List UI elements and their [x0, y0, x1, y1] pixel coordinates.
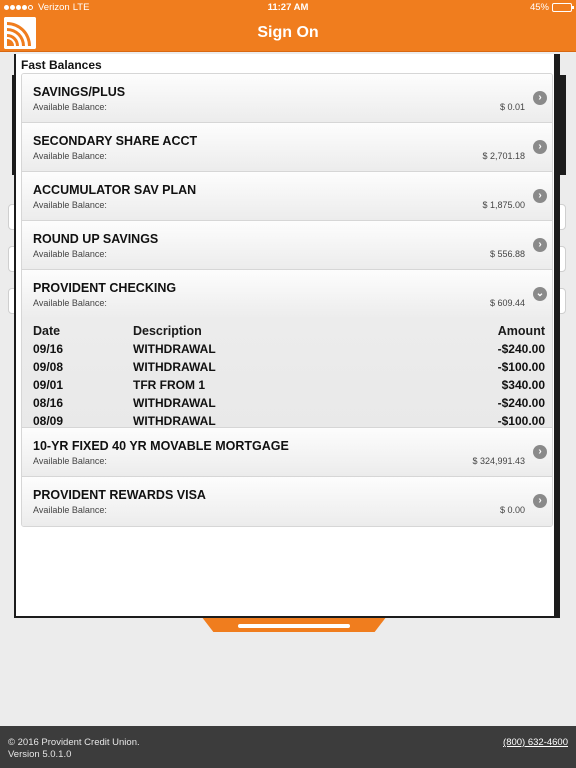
phone-link[interactable]: (800) 632-4600 — [503, 737, 568, 748]
account-row[interactable] — [22, 477, 552, 526]
battery-icon — [552, 3, 572, 12]
page-title: Sign On — [257, 24, 319, 41]
popup-title: Fast Balances — [21, 58, 102, 72]
transaction-date: 08/09 — [33, 414, 64, 428]
balance-label: Available Balance: — [33, 102, 107, 112]
account-balance: $ 556.88 — [489, 249, 525, 259]
footer — [0, 726, 576, 768]
battery-percent: 45% — [529, 2, 549, 13]
account-row[interactable] — [22, 221, 552, 270]
transaction-amount: -$100.00 — [497, 414, 545, 428]
chevron-right-icon[interactable]: › — [533, 140, 547, 154]
transaction-amount: -$100.00 — [497, 360, 545, 374]
transaction-date: 08/16 — [33, 396, 64, 410]
carrier-name: Verizon — [38, 2, 70, 13]
chevron-down-icon[interactable]: ⌄ — [533, 287, 547, 301]
transaction-date: 09/16 — [33, 342, 64, 356]
transaction-table — [33, 322, 545, 430]
fast-balances-popup — [14, 54, 560, 618]
chevron-right-icon[interactable]: › — [533, 445, 547, 459]
transaction-description: TFR FROM 1 — [133, 378, 205, 392]
account-row-expanded[interactable] — [22, 270, 552, 428]
account-name: SAVINGS/PLUS — [33, 85, 126, 99]
battery-info — [530, 2, 572, 13]
account-row[interactable] — [22, 123, 552, 172]
clock: 11:27 AM — [267, 2, 309, 13]
balance-label: Available Balance: — [33, 249, 107, 259]
header-amount: Amount — [497, 324, 545, 338]
transaction-amount: -$240.00 — [497, 342, 545, 356]
chevron-right-icon[interactable]: › — [533, 189, 547, 203]
chevron-right-icon[interactable]: › — [533, 494, 547, 508]
transaction-header — [33, 322, 545, 340]
account-list — [21, 73, 553, 527]
account-balance: $ 1,875.00 — [482, 200, 525, 210]
transaction-row — [33, 394, 545, 412]
transaction-date: 09/08 — [33, 360, 64, 374]
header-description: Description — [133, 324, 202, 338]
account-name: PROVIDENT CHECKING — [33, 281, 177, 295]
balance-label: Available Balance: — [33, 456, 107, 466]
transaction-row — [33, 358, 545, 376]
drawer-handle-icon[interactable] — [238, 624, 350, 628]
account-name: PROVIDENT REWARDS VISA — [33, 488, 206, 502]
transaction-amount: -$240.00 — [497, 396, 545, 410]
transaction-description: WITHDRAWAL — [133, 360, 216, 374]
account-row[interactable] — [22, 172, 552, 221]
transaction-description: WITHDRAWAL — [133, 342, 216, 356]
account-balance: $ 324,991.43 — [472, 456, 525, 466]
account-balance: $ 609.44 — [489, 298, 525, 308]
account-row[interactable] — [22, 74, 552, 123]
balance-label: Available Balance: — [33, 298, 107, 308]
copyright-text: © 2016 Provident Credit Union. — [8, 737, 140, 748]
transaction-amount: $340.00 — [501, 378, 545, 392]
account-name: SECONDARY SHARE ACCT — [33, 134, 198, 148]
header-date: Date — [33, 324, 61, 338]
transaction-description: WITHDRAWAL — [133, 396, 216, 410]
transaction-date: 09/01 — [33, 378, 64, 392]
account-row[interactable] — [22, 428, 552, 477]
account-balance: $ 0.01 — [499, 102, 525, 112]
chevron-right-icon[interactable]: › — [533, 91, 547, 105]
network-type: LTE — [72, 2, 90, 13]
nav-bar — [0, 14, 576, 52]
transaction-row — [33, 376, 545, 394]
transaction-description: WITHDRAWAL — [133, 414, 216, 428]
balance-label: Available Balance: — [33, 151, 107, 161]
account-name: 10-YR FIXED 40 YR MOVABLE MORTGAGE — [33, 439, 289, 453]
account-name: ROUND UP SAVINGS — [33, 232, 159, 246]
status-bar — [0, 0, 576, 14]
balance-label: Available Balance: — [33, 505, 107, 515]
transaction-row — [33, 340, 545, 358]
account-balance: $ 2,701.18 — [482, 151, 525, 161]
account-name: ACCUMULATOR SAV PLAN — [33, 183, 197, 197]
version-text: Version 5.0.1.0 — [8, 749, 72, 760]
balance-label: Available Balance: — [33, 200, 107, 210]
account-balance: $ 0.00 — [499, 505, 525, 515]
chevron-right-icon[interactable]: › — [533, 238, 547, 252]
